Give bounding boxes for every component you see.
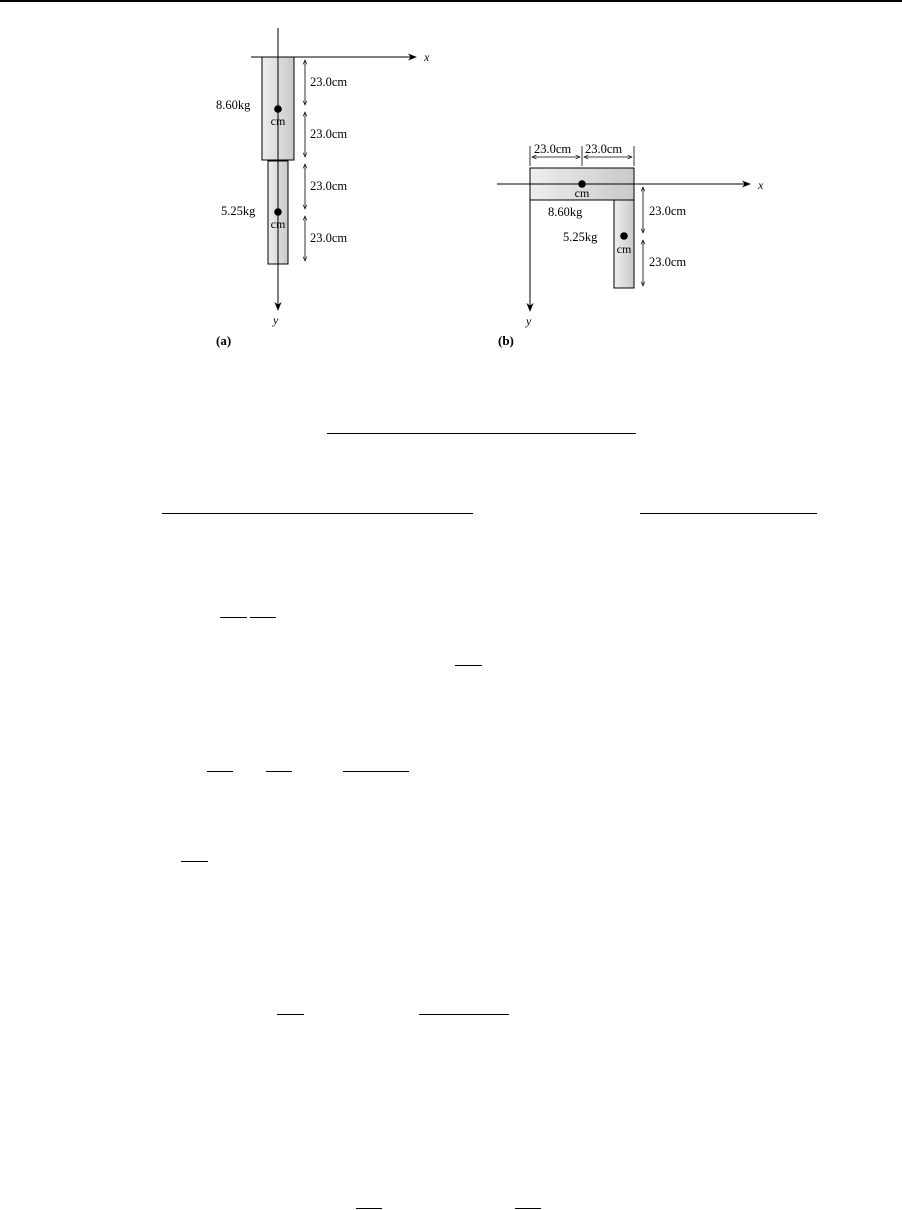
figure-a xyxy=(216,28,430,348)
fraction-bar xyxy=(277,1014,304,1015)
fraction-bar xyxy=(419,1014,509,1015)
dim-label-a-3: 23.0cm xyxy=(310,179,348,193)
dim-label-b-top-2: 23.0cm xyxy=(585,142,623,156)
cm-label-lower: cm xyxy=(270,217,286,231)
fraction-bar xyxy=(327,433,636,434)
fraction-bar xyxy=(207,771,233,772)
cm-label-vertical: cm xyxy=(616,242,632,256)
figure-label-a: (a) xyxy=(216,333,232,348)
cm-label-upper: cm xyxy=(270,114,286,128)
cm-label-horizontal: cm xyxy=(574,186,590,200)
mass-label-lower: 5.25kg xyxy=(221,204,256,218)
fraction-bar xyxy=(220,617,247,618)
dim-label-b-top-1: 23.0cm xyxy=(534,142,572,156)
dim-label-b-side-1: 23.0cm xyxy=(649,204,687,218)
cm-dot-upper xyxy=(274,105,282,113)
cm-dot-lower xyxy=(274,208,282,216)
fraction-bar xyxy=(343,771,409,772)
fraction-bar xyxy=(181,861,208,862)
dim-label-a-1: 23.0cm xyxy=(310,75,348,89)
y-axis-label-b: y xyxy=(526,314,532,328)
dim-label-b-side-2: 23.0cm xyxy=(649,255,687,269)
fraction-bar xyxy=(455,665,482,666)
mass-label-horizontal: 8.60kg xyxy=(548,205,583,219)
fraction-bar xyxy=(250,617,276,618)
x-axis-label-b: x xyxy=(758,178,764,192)
dim-label-a-4: 23.0cm xyxy=(310,231,348,245)
mass-label-upper: 8.60kg xyxy=(216,98,251,112)
figure-label-b: (b) xyxy=(498,333,514,348)
cm-dot-vertical xyxy=(620,232,628,240)
fraction-bar xyxy=(162,513,473,514)
mass-label-vertical: 5.25kg xyxy=(563,230,598,244)
fraction-bar xyxy=(515,1208,541,1209)
fraction-bar xyxy=(266,771,292,772)
figure-b xyxy=(497,142,764,348)
x-axis-label-a: x xyxy=(424,50,430,64)
dim-label-a-2: 23.0cm xyxy=(310,127,348,141)
fraction-bar xyxy=(640,513,817,514)
y-axis-label-a: y xyxy=(273,313,279,327)
fraction-bar xyxy=(356,1208,382,1209)
